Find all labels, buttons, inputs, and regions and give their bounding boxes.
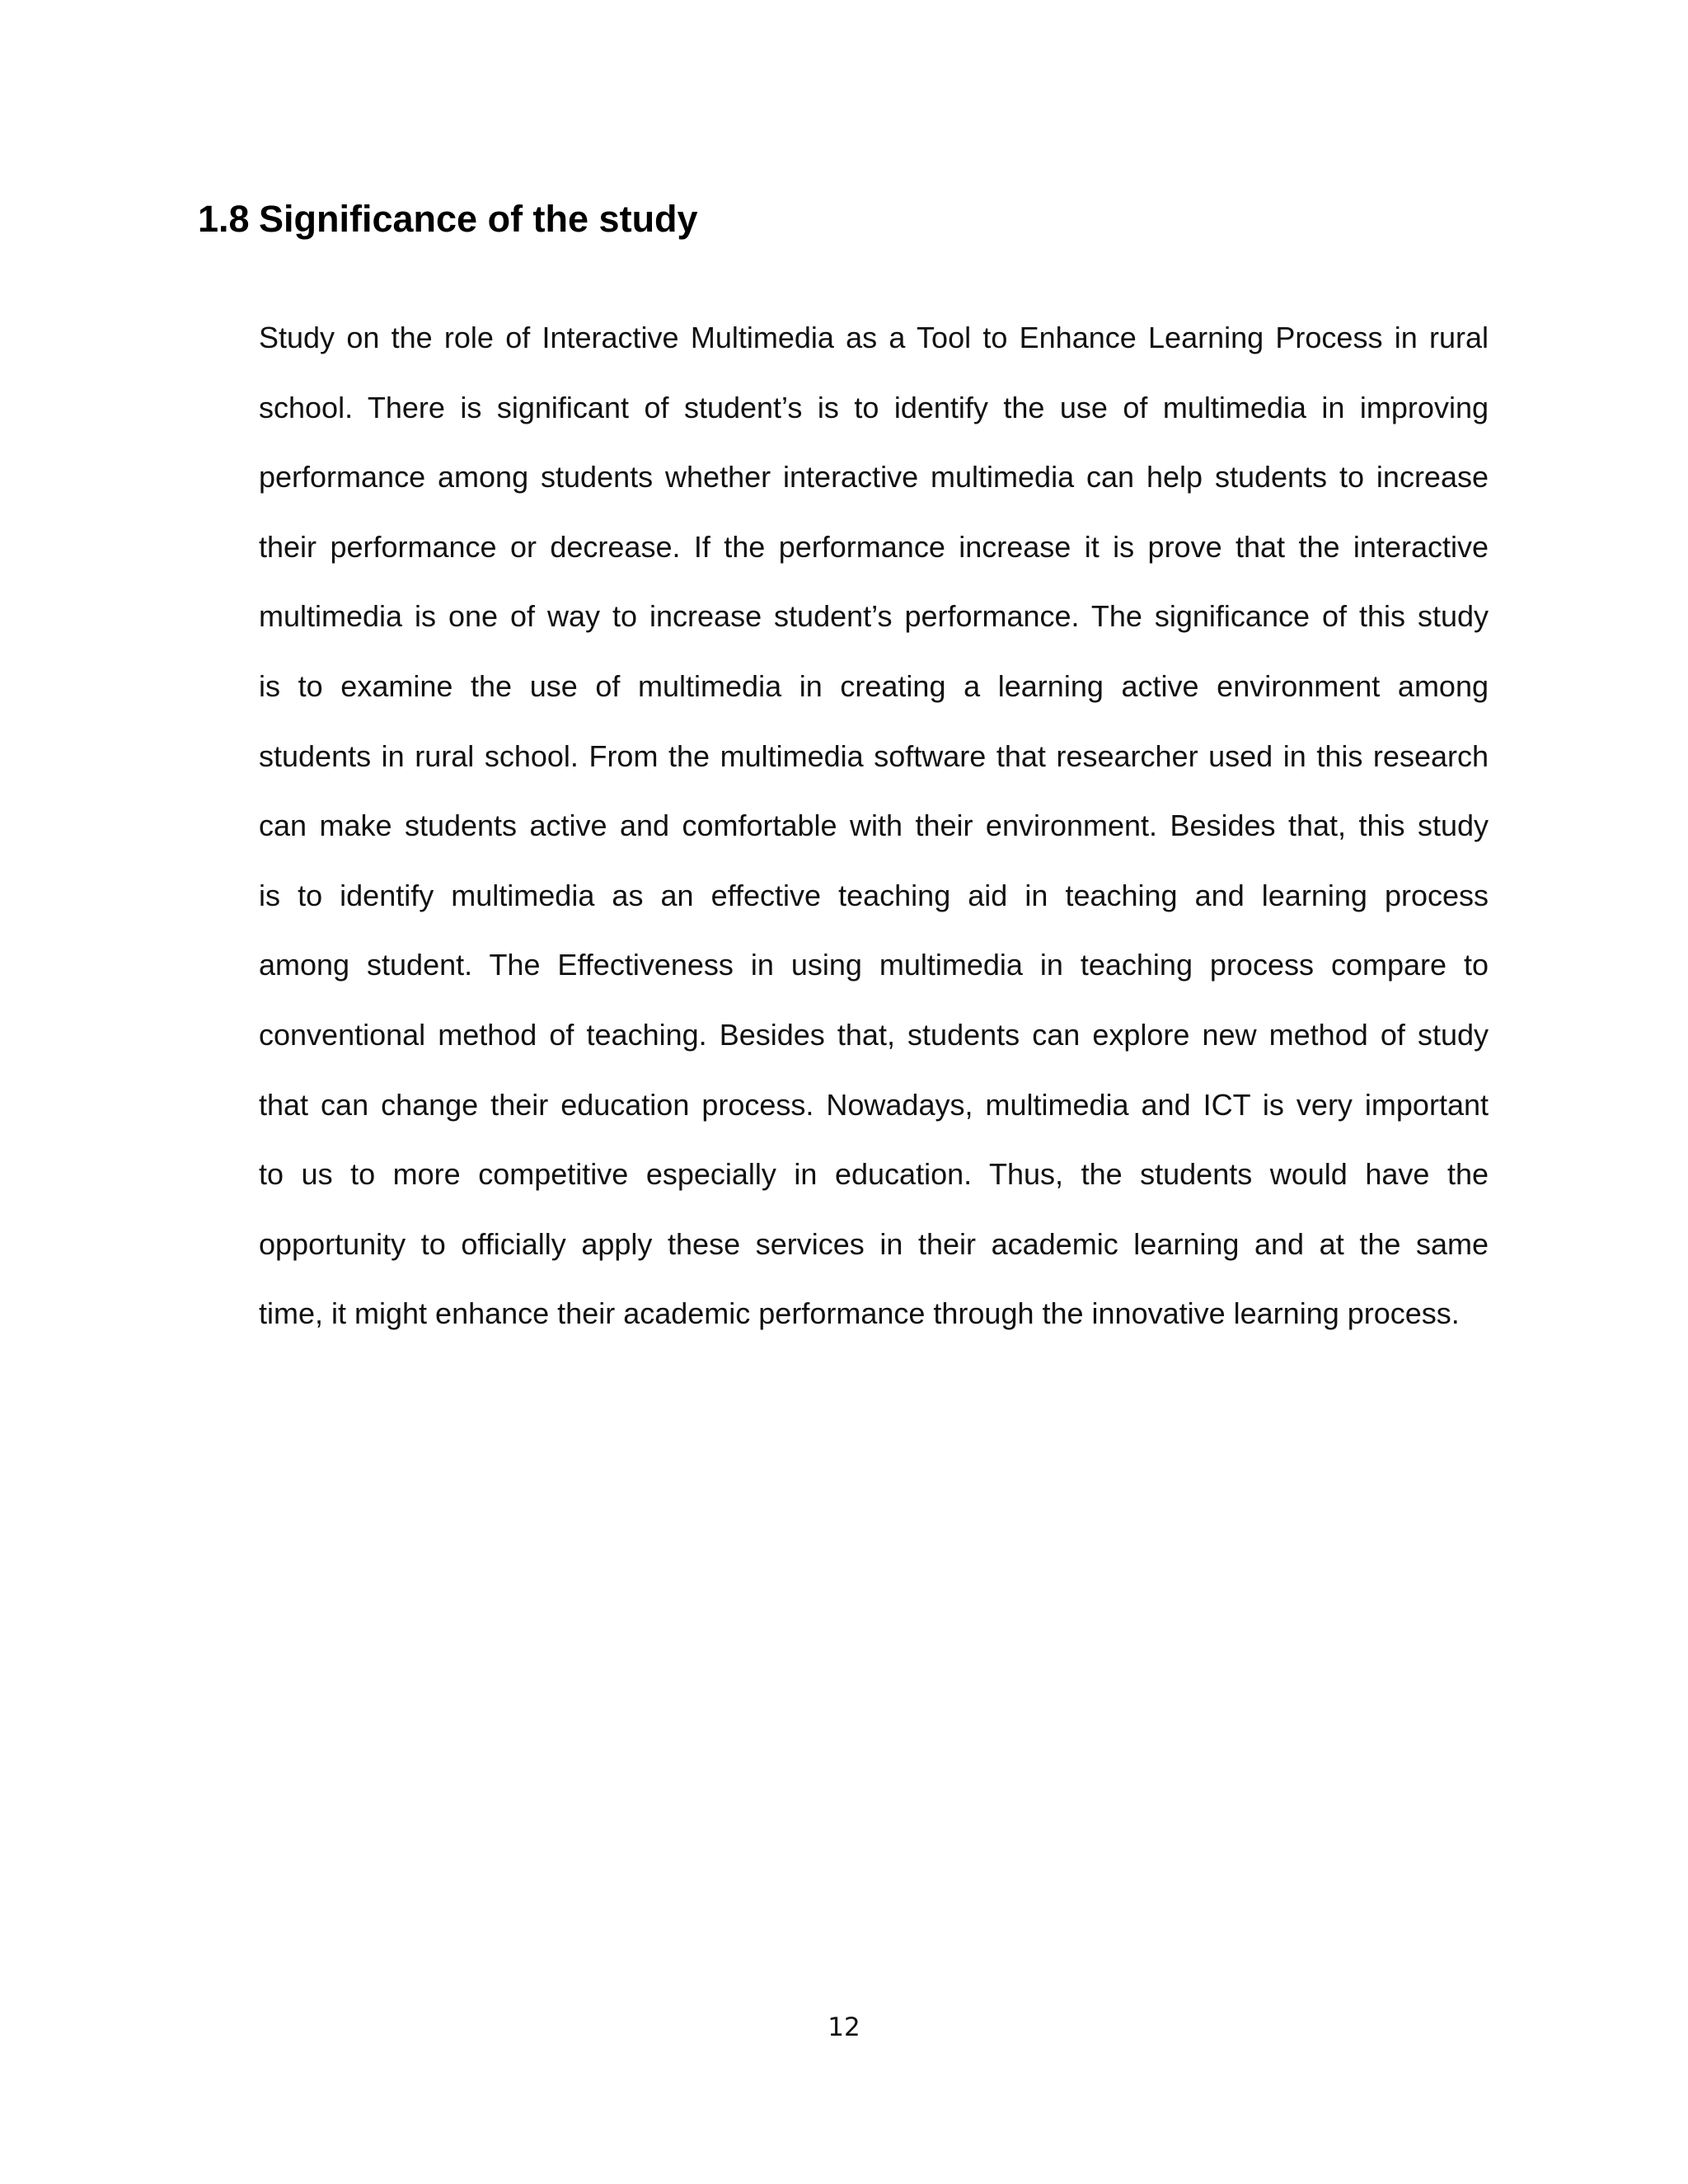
paragraph-line: their performance or decrease. If the performance increase it is prove that the interactive [259,529,1489,564]
paragraph-line: performance among students whether interactive multimedia can help students to increase [259,460,1489,494]
section-title: Significance of the study [259,198,698,240]
paragraph-line: opportunity to officially apply these services in their academic learning and at the same [259,1226,1489,1261]
paragraph-line: to us to more competitive especially in education. Thus, the students would have the [259,1157,1489,1192]
section-heading [198,194,698,244]
section-number: 1.8 [198,198,250,240]
paragraph-line: among student. The Effectiveness in using multimedia in teaching process compare to [259,948,1489,982]
paragraph-line: is to identify multimedia as an effective teaching aid in teaching and learning process [259,878,1489,912]
paragraph-line: conventional method of teaching. Besides that, students can explore new method of study [259,1017,1489,1052]
paragraph-line: multimedia is one of way to increase student’s performance. The significance of this study [259,599,1489,634]
body-paragraph [259,315,1489,1361]
paragraph-line: students in rural school. From the multimedia software that researcher used in this research [259,738,1489,773]
paragraph-line: school. There is significant of student’s is to identify the use of multimedia in improving [259,390,1489,424]
paragraph-line: time, it might enhance their academic performance through the innovative learning process. [259,1296,1460,1331]
paragraph-line: that can change their education process. Nowadays, multimedia and ICT is very important [259,1087,1489,1122]
paragraph-line: can make students active and comfortable with their environment. Besides that, this study [259,808,1489,843]
paragraph-line: is to examine the use of multimedia in creating a learning active environment among [259,668,1489,703]
paragraph-line: Study on the role of Interactive Multimedia as a Tool to Enhance Learning Process in rural [259,321,1489,354]
page-number: 12 [828,2013,860,2042]
